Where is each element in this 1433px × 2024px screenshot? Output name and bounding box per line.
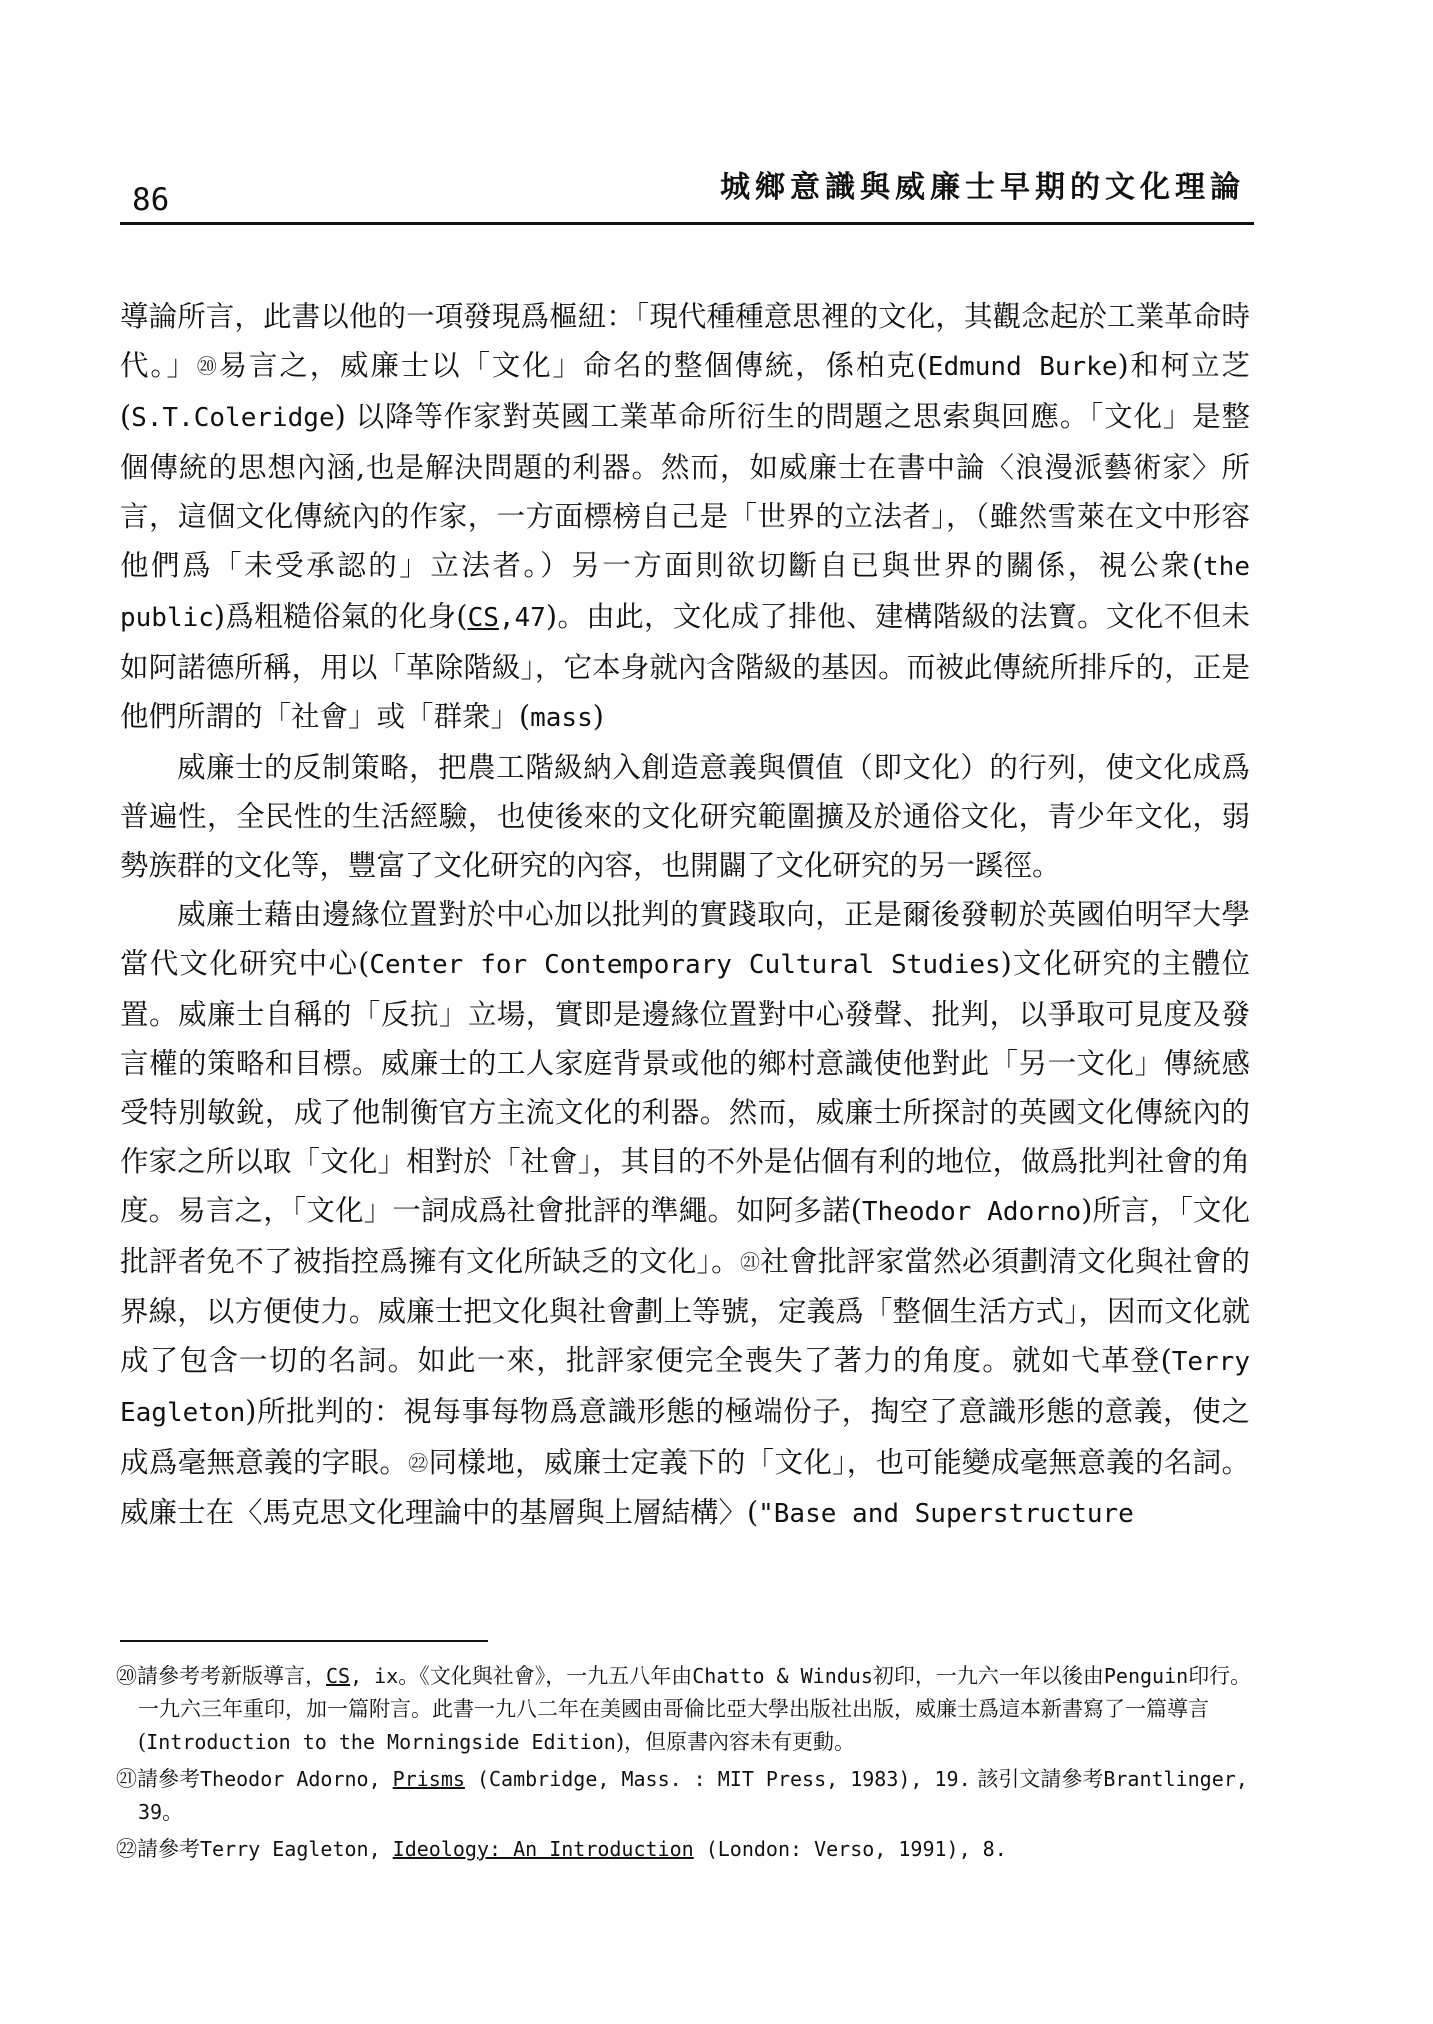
- footnote-text: ㉑請參考: [116, 1767, 200, 1791]
- footnote-text: 該引文請參考: [970, 1767, 1104, 1791]
- footnote-latin-text: Penguin: [1103, 1664, 1189, 1688]
- page-number: 86: [132, 182, 170, 218]
- paragraph-text: ): [592, 700, 604, 733]
- footnote-20: [116, 1660, 1252, 1759]
- paragraph-text: 威廉士的反制策略，把農工階級納入創造意義與價值（即文化）的行列，使文化成爲普遍性，全民性的生活經驗，也使後來的文化研究範圍擴及於通俗文化，青少年文化，弱勢族群的文化等，豐富了文化研究的內容，也開闢了文化研究的另一蹊徑。: [120, 751, 1250, 882]
- footnote-latin-text: Brantlinger, 39: [138, 1767, 1248, 1824]
- body-text: [120, 292, 1250, 1539]
- footnote-title-text: Ideology: An Introduction: [392, 1837, 694, 1861]
- paragraph-text: )。由此，文化成了排他、建構階級的法寶。文化不但未如阿諾德所稱，用以「革除階級」，它本身就內含階級的基因。而被此傳統所排斥的，正是他們所謂的「社會」或「群衆」(: [120, 600, 1250, 733]
- footnote-latin-text: Introduction to the Morningside Edition: [146, 1730, 616, 1754]
- footnote-text: ㉒請參考: [116, 1837, 200, 1861]
- paragraph-latin-text: S.T.Coleridge: [131, 403, 335, 433]
- paragraph-text: )文化研究的主體位置。威廉士自稱的「反抗」立場，實即是邊緣位置對中心發聲、批判，以爭取可見度及發言權的策略和目標。威廉士的工人家庭背景或他的鄉村意識使他對此「另一文化」傳統感受特別敏銳，成了他制衡官方主流文化的利器。然而，威廉士所探討的英國文化傳統內的作家之所以取「文化」相對於「社會」，其目的不外是佔個有利的地位，做爲批判社會的角度。易言之，「文化」一詞成爲社會批評的準繩。如阿多諾(: [120, 947, 1251, 1227]
- paragraph-text: )爲粗糙俗氣的化身(: [213, 600, 468, 633]
- paragraph-latin-text: the public: [120, 552, 1250, 633]
- paragraph-text: )所批判的：視每事每物爲意識形態的極端份子，掏空了意識形態的意義，使之成爲毫無意義的字眼。: [120, 1395, 1250, 1479]
- paragraph-latin-text: Edmund Burke: [927, 352, 1118, 382]
- paragraph-latin-text: Theodor Adorno: [861, 1197, 1082, 1227]
- paragraph-counter-strategy: [120, 743, 1250, 890]
- paragraph-note-ref: ㉒: [408, 1451, 429, 1475]
- footnote-text: ⑳請參考考新版導言，: [116, 1664, 326, 1688]
- paragraph-latin-text: mass: [530, 703, 593, 733]
- footnote-text: 初印，一九六一年以後由: [872, 1664, 1104, 1688]
- footnote-22: [116, 1833, 1252, 1866]
- paragraph-continued: [120, 292, 1250, 743]
- footnotes: [116, 1660, 1252, 1870]
- footnote-text: 。: [162, 1800, 184, 1824]
- paragraph-latin-text: "Base and Superstructure: [758, 1499, 1134, 1529]
- running-title: 城鄉意識與威廉士早期的文化理論: [720, 170, 1245, 205]
- footnote-latin-text: Theodor Adorno,: [200, 1767, 393, 1791]
- paragraph-text: )所言，「文化批評者免不了被指控爲擁有文化所缺乏的文化」。: [120, 1194, 1250, 1278]
- footnote-latin-text: Chatto & Windus: [692, 1664, 873, 1688]
- footnote-text: 。《文化與社會》，一九五八年由: [398, 1664, 693, 1688]
- footnote-latin-text: (Cambridge, Mass. : MIT Press, 1983), 19.: [464, 1767, 971, 1791]
- paragraph-latin-text: Center for Contemporary Cultural Studies: [369, 950, 1001, 980]
- paragraph-text: 威廉士藉由邊緣位置對於中心加以批判的實踐取向，正是爾後發軔於英國伯明罕大學當代文化研究中心(: [120, 898, 1250, 980]
- paragraph-note-ref: ⑳: [196, 354, 219, 378]
- paragraph-text: 社會批評家當然必須劃清文化與社會的界線，以方便使力。威廉士把文化與社會劃上等號，定義爲「整個生活方式」，因而文化就成了包含一切的名詞。如此一來，批評家便完全喪失了著力的角度。就如弋革登(: [120, 1245, 1250, 1377]
- paragraph-text: 同樣地，威廉士定義下的「文化」，也可能變成毫無意義的名詞。威廉士在〈馬克思文化理論中的基層與上層結構〉(: [120, 1446, 1250, 1529]
- paragraph-text: )和柯立芝(: [120, 349, 1251, 433]
- paragraph-text: 導論所言，此書以他的一項發現爲樞紐：「現代種種意思裡的文化，其觀念起於工業革命時代。」: [120, 300, 1250, 382]
- footnote-latin-text: (London: Verso, 1991), 8.: [693, 1837, 1007, 1861]
- footnote-title-text: Prisms: [392, 1767, 465, 1791]
- paragraph-title-text: CS: [467, 603, 499, 633]
- paragraph-text: ) 以降等作家對英國工業革命所衍生的問題之思索與回應。「文化」是整個傳統的思想內涵,也是解決問題的利器。然而，如威廉士在書中論〈浪漫派藝術家〉所言，這個文化傳統內的作家，一方面標榜自己是「世界的立法者」，（雖然雪萊在文中形容他們爲「未受承認的」立法者。）另一方面則欲切斷自已與世界的關係，視公衆(: [120, 400, 1250, 582]
- footnote-text: 印行。一九六三年重印，加一篇附言。此書一九八二年在美國由哥倫比亞大學出版社出版，威廉士爲這本新書寫了一篇導言(: [138, 1664, 1252, 1754]
- header-rule: [120, 222, 1254, 225]
- footnote-latin-text: , ix: [350, 1664, 399, 1688]
- paragraph-latin-text: Terry Eagleton: [120, 1347, 1250, 1428]
- footnote-rule: [120, 1640, 488, 1642]
- paragraph-latin-text: ,47: [498, 603, 546, 633]
- footnote-text: )，但原書內容未有更動。: [615, 1730, 856, 1754]
- paragraph-text: 易言之，威廉士以「文化」命名的整個傳統，係柏克(: [218, 349, 928, 382]
- footnote-title-text: CS: [326, 1664, 351, 1688]
- paragraph-margin-critique: [120, 890, 1250, 1539]
- footnote-21: [116, 1763, 1252, 1829]
- footnote-latin-text: Terry Eagleton,: [200, 1837, 393, 1861]
- paragraph-note-ref: ㉑: [739, 1250, 761, 1274]
